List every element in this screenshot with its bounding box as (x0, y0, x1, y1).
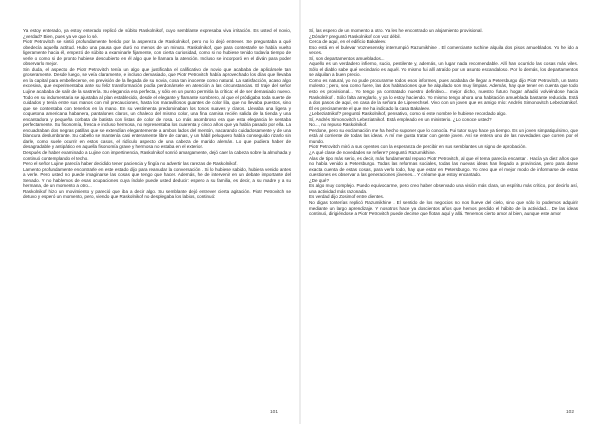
paragraph: Ya estoy enterado, ya estoy enterado replicó de súbito Raskolnikof, cuyo semblante expresaba viva irritación. Es usted el novio, ¿verdad? Bien, pues ya ve que lo sé. (23, 28, 291, 39)
paragraph: ¿A qué clase de novedades se refiere? preguntó Razumikhine. (309, 150, 436, 156)
page-body (309, 28, 578, 403)
paragraph: ¿Lebeziatnikof? preguntó Raskolnikof, pensativo, como si este nombre le hubiese recordado algo. (309, 111, 507, 117)
paragraph: Piotr Petrovitch se sintió profundamente herido por la aspereza de Raskolnikof, pero no lo dejó entrever. Se preguntaba a qué obedecía aquella actitud. Hubo una pausa que duró no menos de un minuto. Raskolnikof, que para contestarle se había vuelto ligeramente hacia él, empezó de súbito a examinarle fijamente, con cierta curiosidad, como si no hubiese tenido todavía tiempo de verle o como si de pronto hubiese descubierto en él algo que le llamara la atención. Incluso se incorporó en el diván para poder observarlo mejor. (23, 39, 291, 67)
paragraph: Raskolnikof hizo un movimiento y pareció que iba a decir algo. Su semblante dejó entrever cierta agitación. Piotr Petrovitch se detuvo y esperó un momento, pero, viendo que Raskolnikof no desplegaba los labios, continuó: (23, 188, 291, 200)
paragraph: ¿De qué? (309, 177, 329, 183)
paragraph: Eso está en el bulevar Voznesensky interrumpió Razumikhine . El comerciante Iuchine alquila dos pisos amueblados. Yo he ido a veces. (309, 44, 578, 56)
paragraph: Aquello es un verdadero infierno, sucio, pestilente y, además, un lugar nada recomendable. Allí han ocurrido las cosas más viles. Sólo el diablo sabe qué vecindario es aquél. Yo mismo fui allí atraído por un asunto escandaloso. Por lo demás, los departamentos se alquilan a buen precio. (309, 61, 578, 78)
page-body (23, 28, 291, 403)
paragraph: Sin duda, el aspecto de Piotr Petrovitch tenía un algo que justificaba el calificativo de novio que acababa de aplicársele tan groseramente. Desde luego, se veía claramente, e incluso demasiado, que Piotr Petrovitch había aprovechado los días que llevaba en la capital para embellecerse, en previsión de la llegada de su novia, cosa tan inocente como natural. La satisfacción, acaso algo excesiva, que experimentaba ante su feliz transformación podía perdonársele en atención a las circunstancias. El traje del señor Lujine acababa de salir de la sastrería. Su elegancia era perfecta, y sólo en un punto permitía la crítica: el de ser demasiado nuevo. Todo en su indumentaria se ajustaba al plan establecido, desde el elegante y flamante sombrero, al que el pródigaba toda suerte de cuidados y tenía entre sus manos con mil precauciones, hasta los maravillosos guantes de color lila, que no llevaba puestos, sino que se contentaba con tenerlos en la mano. En su vestimenta predominaban los tonos suaves y claros. Llevaba una ligera y coquetona americana habanera, pantalones claros, un chaleco del mismo color, una fina camisa recién salida de la tienda y una encantadora y pequeña corbata de batista con listas de color de rosa. Lo más asombroso era que esta elegancia le sentaba perfectamente. Su fisonomía, fresca e incluso hermosa, no representaba los cuarenta y cinco años que ya había pasado por ella. La encuadraban dos negras patillas que se extendían elegantemente a ambos lados del mentón, nacarando cuidadosamente y de una blancura deslumbrante. Su cabello se mantenía casi enteramente libre de canas, y un hábil peluquero había conseguido rizarlo sin darle, como suele ocurrir en estos casos, el ridículo aspecto de una cabeza de marido alemán. Lo que pudiera haber de desagradable y antipático en aquella fisonomía grave y hermosa no estaba en el exterior. (23, 66, 291, 150)
paragraph: No..., no repuso Raskolnikof. (309, 122, 368, 128)
paragraph: Perdone, pero su exclamación me ha hecho suponer que lo conocía. Fui tutor suyo hace ya tiempo. Es un joven simpatiquísimo, que está al corriente de todas las ideas. A mí me gusta tratar con gente joven. Así se entera uno de las novedades que corren por el mundo. (309, 127, 578, 144)
paragraph: Lamento profundamente encontrarle en este estado dijo para reanudar la conversación . Si lo hubiese sabido, hubiera venido antes a verle. Pero usted no puede imaginarse las cosas que tengo que hacer. Además, he de intervenir en un debate importante del Senado. Y no hablemos de esas ocupaciones cuya índole puede usted deducir: espero a su familia, es decir, a su madre y a su hermana, de un momento a otro... (23, 166, 291, 189)
paragraph: ¿Dónde? preguntó Raskolnikof con voz débil. (309, 33, 401, 39)
paragraph: Sí, son departamentos amueblados... (309, 55, 385, 61)
paragraph: Es verdad dijo Zosimof entre dientes. (309, 194, 385, 200)
paragraph: Sí, las espero de un momento a otro. Ya les he encontrado un alojamiento provisional. (309, 28, 483, 33)
right-page[interactable] (300, 0, 600, 424)
paragraph: Después de haber examinado a Lujine con impertinencia, Raskolnikof sonrió amargamente, dejó caer la cabeza sobre la almohada y continuó contemplando el techo. (23, 150, 291, 161)
paragraph: No digas tonterías replicó Razumikhine . El sentido de los negocios no nos llueve del cielo, sino que sólo lo podemos adquirir mediante un largo aprendizaje. Y nosotros hace ya doscientos años que hemos perdido el hábito de la actividad... De las ideas continuó, dirigiéndose a Piotr Petrovitch puede decirse que flotan aquí y allá. Tenemos cierto amor al bien, aunque este amor (309, 199, 578, 217)
paragraph: Como es natural, yo no pude procurarme todos esos informes, pues acababa de llegar a Petersburgo dijo Piotr Petrovitch, un tanto molesto ; pero, sea como fuere, las dos habitaciones que he alquilado son muy limpias. Además, hay que tener en cuenta que todo esto es provisional... Yo tengo ya contratado nuestro definitivo... mejor dicho, nuestro futuro hogar añadió volviéndose hacia Raskolnikof . Sólo falta arreglarlo, y ya lo estoy haciendo. Yo mismo tengo ahora una habitación amueblada bastante reducida. Está a dos pasos de aquí, en casa de la señora de Lipevechsel. Vivo con un joven que es amigo mío: Andrés Simonovitch Lebeziatnikof. Él es precisamente el que me ha indicado la casa Bakaleev. (309, 77, 578, 111)
page-number: 102 (565, 410, 574, 415)
paragraph: Sí, Andrés Simonovitch Lebeziatnikof. Está empleado en un ministerio. ¿Lo conoce usted? (309, 116, 492, 122)
paragraph: Es algo muy complejo. Puedo equivocarme, pero creo haber observado una visión más clara, un espíritu más crítico, por decirlo así, una actividad más razonada. (309, 183, 578, 194)
paragraph: Piotr Petrovitch miró a sus oyentes con la esperanza de percibir en sus semblantes un signo de aprobación. (309, 144, 527, 150)
paragraph: Alas de tipo más serio, es decir, más fundamental repuso Piotr Petrovitch, al que el tema parecía encantar . Hacía ya diez años que no había venido a Petersburgo. Todas las reformas sociales, todas las nuevas ideas han llegado a provincias, pero para darse exacta cuenta de estas cosas, para verlo todo, hay que estar en Petersburgo. Yo creo que el mejor modo de informarse de estas cuestiones es observar a las generaciones jóvenes... Y créame que estoy encantado. (309, 155, 578, 178)
paragraph: Cerca de aquí, en el edificio Bakaleev. (309, 39, 387, 45)
paragraph: Pero el señor Lujine parecía haber decidido tener paciencia y fingía no advertir las rarezas de Raskolnikof. (23, 161, 238, 167)
page-number: 101 (269, 410, 278, 415)
